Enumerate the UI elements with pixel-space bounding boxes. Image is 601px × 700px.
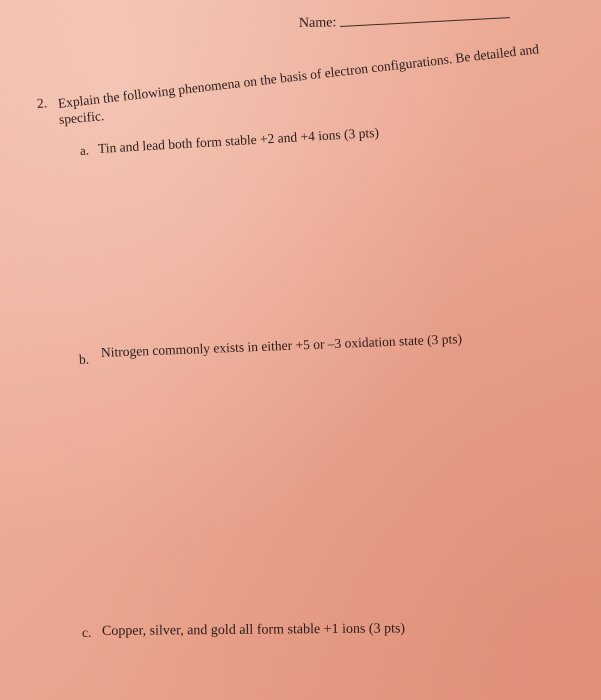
part-c-letter: c. bbox=[82, 625, 92, 640]
question-number: 2. bbox=[36, 95, 48, 111]
question-prompt-line1: Explain the following phenomena on the basis of electron configurations. Be detailed and bbox=[57, 41, 540, 111]
part-a-letter: a. bbox=[79, 142, 90, 158]
name-blank-line bbox=[340, 17, 510, 27]
question-prompt-line2: specific. bbox=[58, 108, 105, 127]
part-b-text: Nitrogen commonly exists in either +5 or –3 oxidation state (3 pts) bbox=[100, 331, 463, 360]
part-a-text: Tin and lead both form stable +2 and +4 ions (3 pts) bbox=[97, 124, 380, 156]
part-c-text: Copper, silver, and gold all form stable +1 ions (3 pts) bbox=[101, 621, 406, 639]
name-label: Name: bbox=[298, 15, 337, 31]
part-b-letter: b. bbox=[78, 351, 90, 367]
